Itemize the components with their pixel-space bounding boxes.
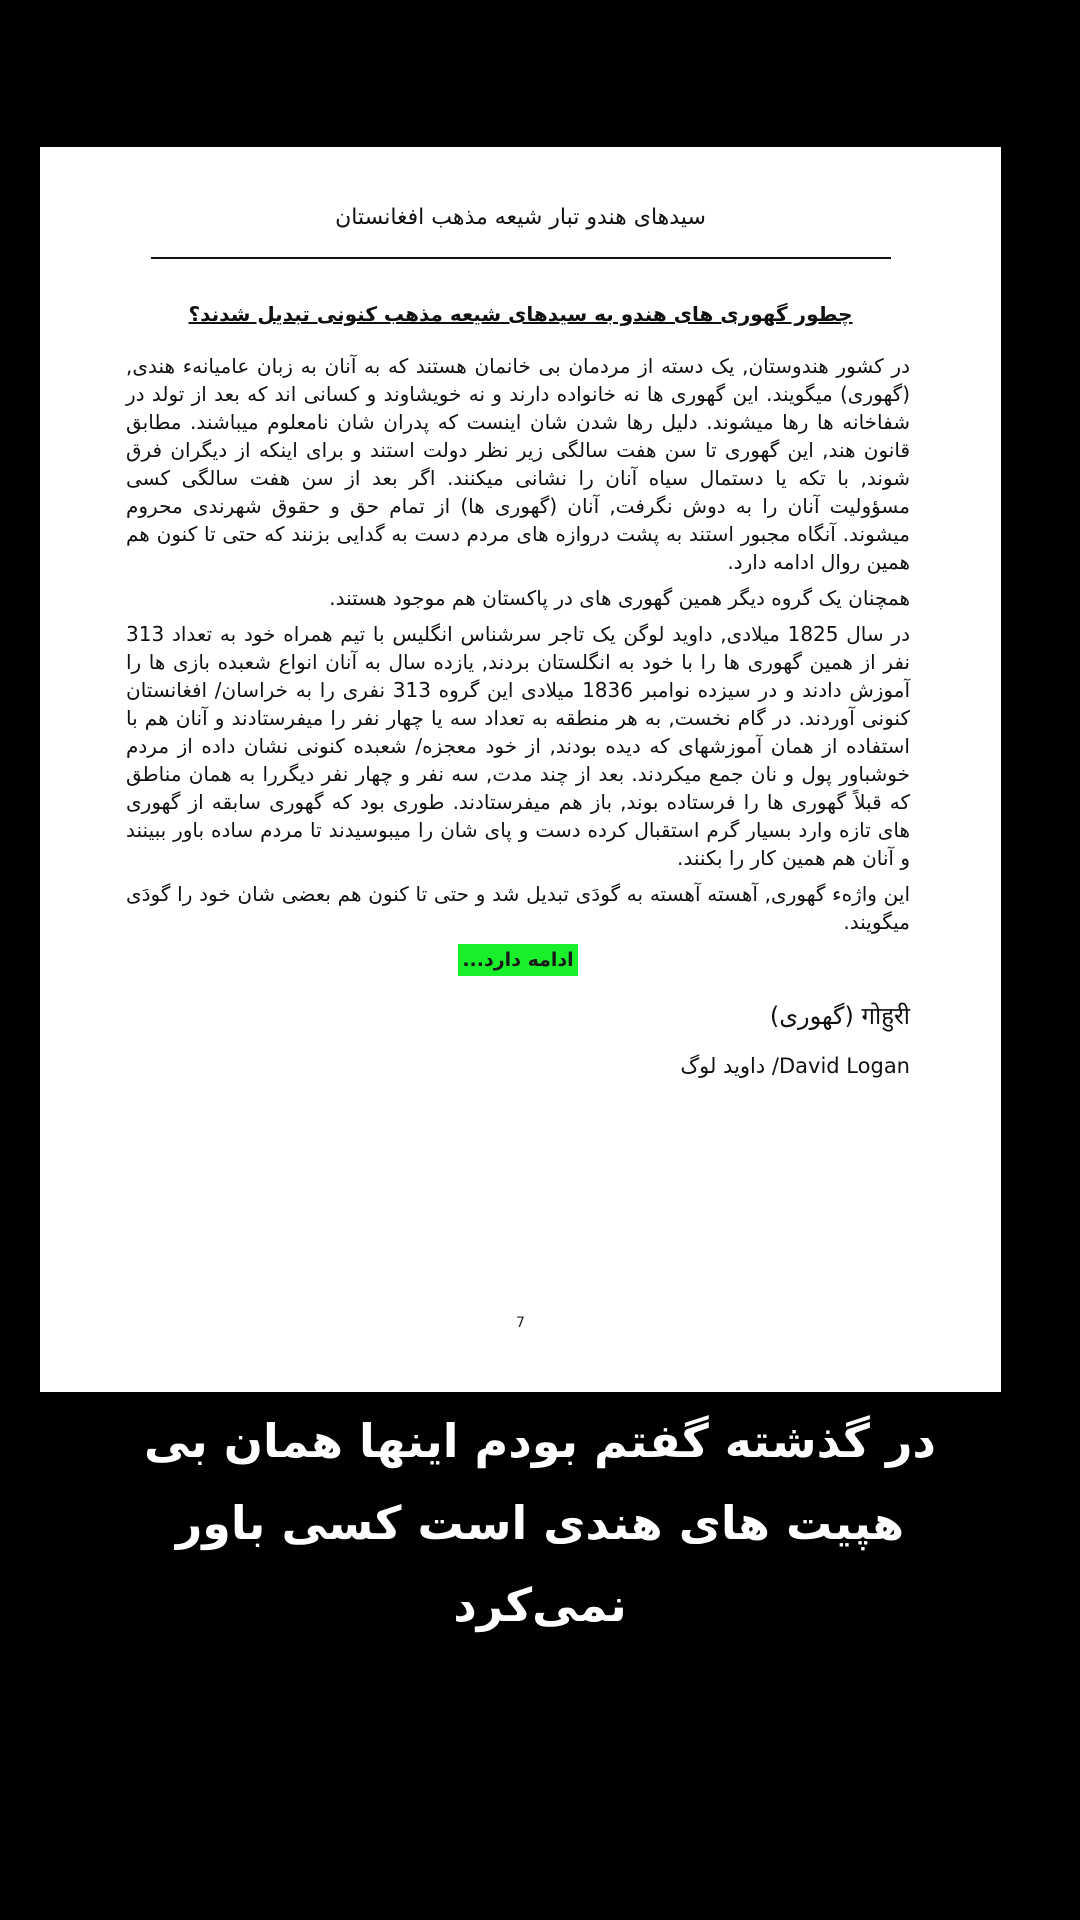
paragraph-pakistan-group: همچنان یک گروه دیگر همین گهوری های در پاکستان هم موجود هستند. xyxy=(329,586,910,610)
gahori-hindi-term: गोहुरी (گهوری) xyxy=(769,1002,910,1030)
paragraph-word-origin: این واژهء گهوری, آهسته آهسته به گودَی تبدیل شد و حتی تا کنون هم بعضی شان خود را گودَی میگویند. xyxy=(126,882,910,934)
document-title: چطور گهوری های هندو به سیدهای شیعه مذهب کنونی تبدیل شدند؟ xyxy=(188,302,853,326)
page-header: سیدهای هندو تبار شیعه مذهب افغانستان xyxy=(335,205,706,230)
paragraph-david-logan-history: در سال 1825 میلادی, داوید لوگن یک تاجر سرشناس انگلیس با تیم همراه خود به تعداد 313 نفر از همین گهوری ها را با خود به انگلستان بردند, یازده سال به آنان انواع شعبده بازی ها را آموزش دادند و در سیزده نوامبر 1836 میلادی این گروه 313 نفری را به خراسان/ افغانستان کنونی آوردند. در گام نخست, به هر منطقه به تعداد سه یا چهار نفر را میفرستادند و آنان هم با استفاده از همان آموزشهای که دیده بودند, از خود معجزه/ شعبده کنونی نشان داده از مردم خوشباور پول و نان جمع میکردند. بعد از چند مدت, سه نفر و چهار نفر دیگررا به همان مناطق که قبلاً گهوری ها را فرستاده بوند, باز هم میفرستادند. طوری بود که گهوری سابقه از گهوری های تازه وارد بسیار گرم استقبال کرده دست و پای شان را میبوسیدند تا مردم ساده باور ببینند و آنان هم همین کار را بکنند. xyxy=(126,622,911,870)
author-line: David Logan/ داوید لوگ xyxy=(680,1054,910,1078)
header-rule xyxy=(151,257,891,259)
video-caption: در گذشته گفتم بودم اینها همان بی هپیت های هندی است کسی باور نمی‌کرد xyxy=(143,1414,937,1632)
page-number: 7 xyxy=(516,1315,525,1331)
paragraph-gahori-definition: در کشور هندوستان, یک دسته از مردمان بی خانمان هستند که به آنان به زبان عامیانهء هندی, (گهوری) میگویند. این گهوری ها نه خانواده دارند و نه خویشاوند و کسانی اند که بعد از تولد در شفاخانه ها رها میشوند. دلیل رها شدن شان اینست که پدران شان نامعلوم میباشند. مطابق قانون هند, این گهوری تا سن هفت سالگی زیر نظر دولت استند و برای اینکه از دیگران فرق شوند, با تکه یا دستمال سیاه آنان را نشانی میکنند. اگر بعد از سن هفت سالگی کسی مسؤولیت آنان را به دوش نگرفت, آنان (گهوری ها) از تمام حق و حقوق شهرندی محروم میشوند. آنگاه مجبور استند به پشت دروازه های مردم دست به گدایی بزنند که حتی تا کنون هم همین روال ادامه دارد. xyxy=(126,354,910,574)
continue-wrapper xyxy=(126,944,910,976)
document-body xyxy=(126,352,910,1080)
continue-badge: ادامه دارد... xyxy=(458,944,577,976)
document-page xyxy=(40,147,1001,1392)
